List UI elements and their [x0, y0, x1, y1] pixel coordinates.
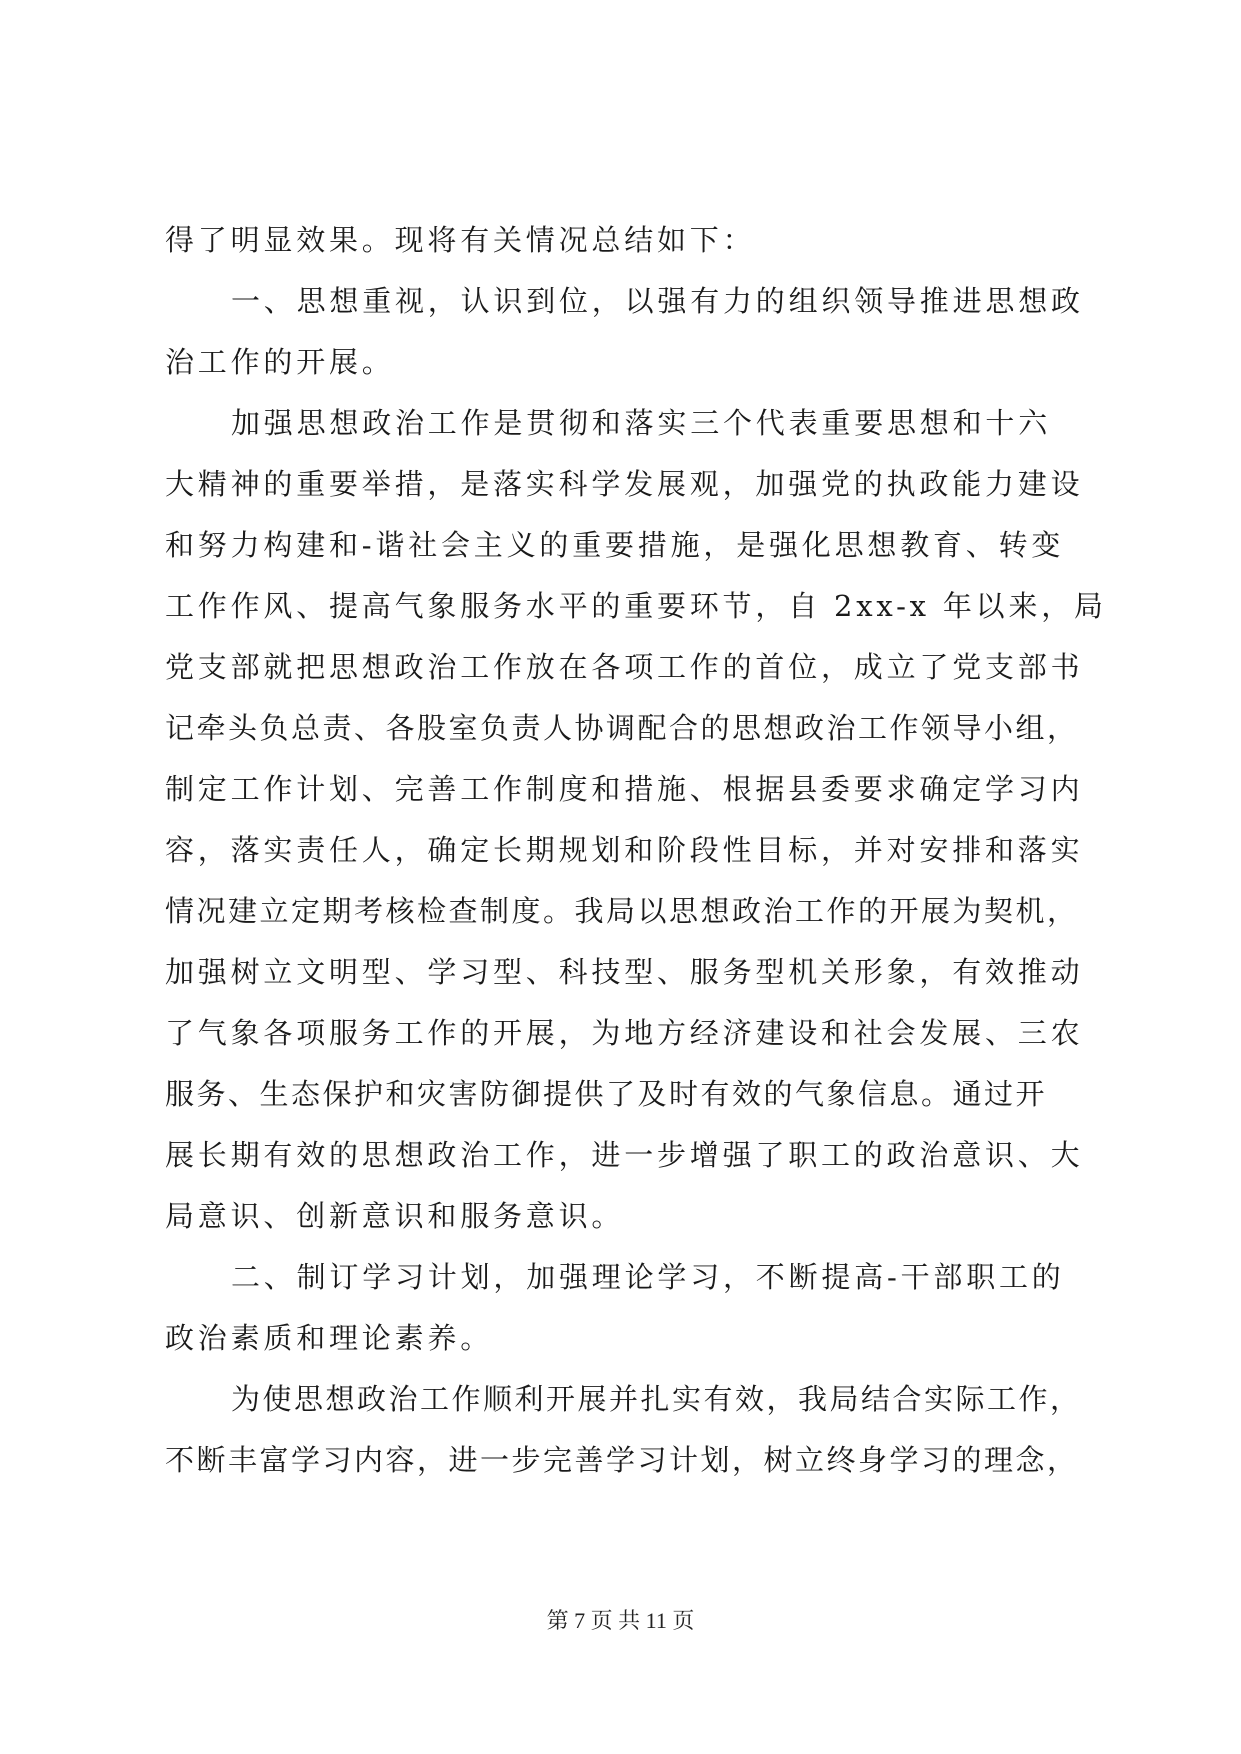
text-line: 和努力构建和-谐社会主义的重要措施，是强化思想教育、转变 [165, 528, 1065, 562]
paragraph-start: 为使思想政治工作顺利开展并扎实有效，我局结合实际工作， [231, 1382, 1082, 1416]
text-line: 制定工作计划、完善工作制度和措施、根据县委要求确定学习内 [165, 772, 1084, 806]
page-number-footer: 第 7 页 共 11 页 [546, 1608, 695, 1633]
text-line: 服务、生态保护和灾害防御提供了及时有效的气象信息。通过开 [165, 1077, 1048, 1111]
text-line: 治工作的开展。 [165, 345, 395, 379]
text-line: 大精神的重要举措，是落实科学发展观，加强党的执政能力建设 [165, 467, 1084, 501]
text-line: 容，落实责任人，确定长期规划和阶段性目标，并对安排和落实 [165, 833, 1084, 867]
text-line: 局意识、创新意识和服务意识。 [165, 1199, 625, 1233]
text-line: 得了明显效果。现将有关情况总结如下： [165, 223, 756, 257]
text-line: 党支部就把思想政治工作放在各项工作的首位，成立了党支部书 [165, 650, 1084, 684]
body-text [165, 210, 1107, 1491]
text-line: 工作作风、提高气象服务水平的重要环节，自 2xx-x 年以来，局 [165, 589, 1107, 623]
text-line: 了气象各项服务工作的开展，为地方经济建设和社会发展、三农 [165, 1016, 1084, 1050]
text-line: 加强树立文明型、学习型、科技型、服务型机关形象，有效推动 [165, 955, 1084, 989]
section-heading-2: 二、制订学习计划，加强理论学习，不断提高-干部职工的 [231, 1260, 1065, 1294]
paragraph-start: 加强思想政治工作是贯彻和落实三个代表重要思想和十六 [231, 406, 1052, 440]
text-line: 政治素质和理论素养。 [165, 1321, 494, 1355]
section-heading-1: 一、思想重视，认识到位，以强有力的组织领导推进思想政 [231, 284, 1084, 318]
text-line: 情况建立定期考核检查制度。我局以思想政治工作的开展为契机， [165, 894, 1079, 928]
text-line: 展长期有效的思想政治工作，进一步增强了职工的政治意识、大 [165, 1138, 1084, 1172]
text-line: 记牵头负总责、各股室负责人协调配合的思想政治工作领导小组， [165, 711, 1079, 745]
text-line: 不断丰富学习内容，进一步完善学习计划，树立终身学习的理念， [165, 1443, 1079, 1477]
